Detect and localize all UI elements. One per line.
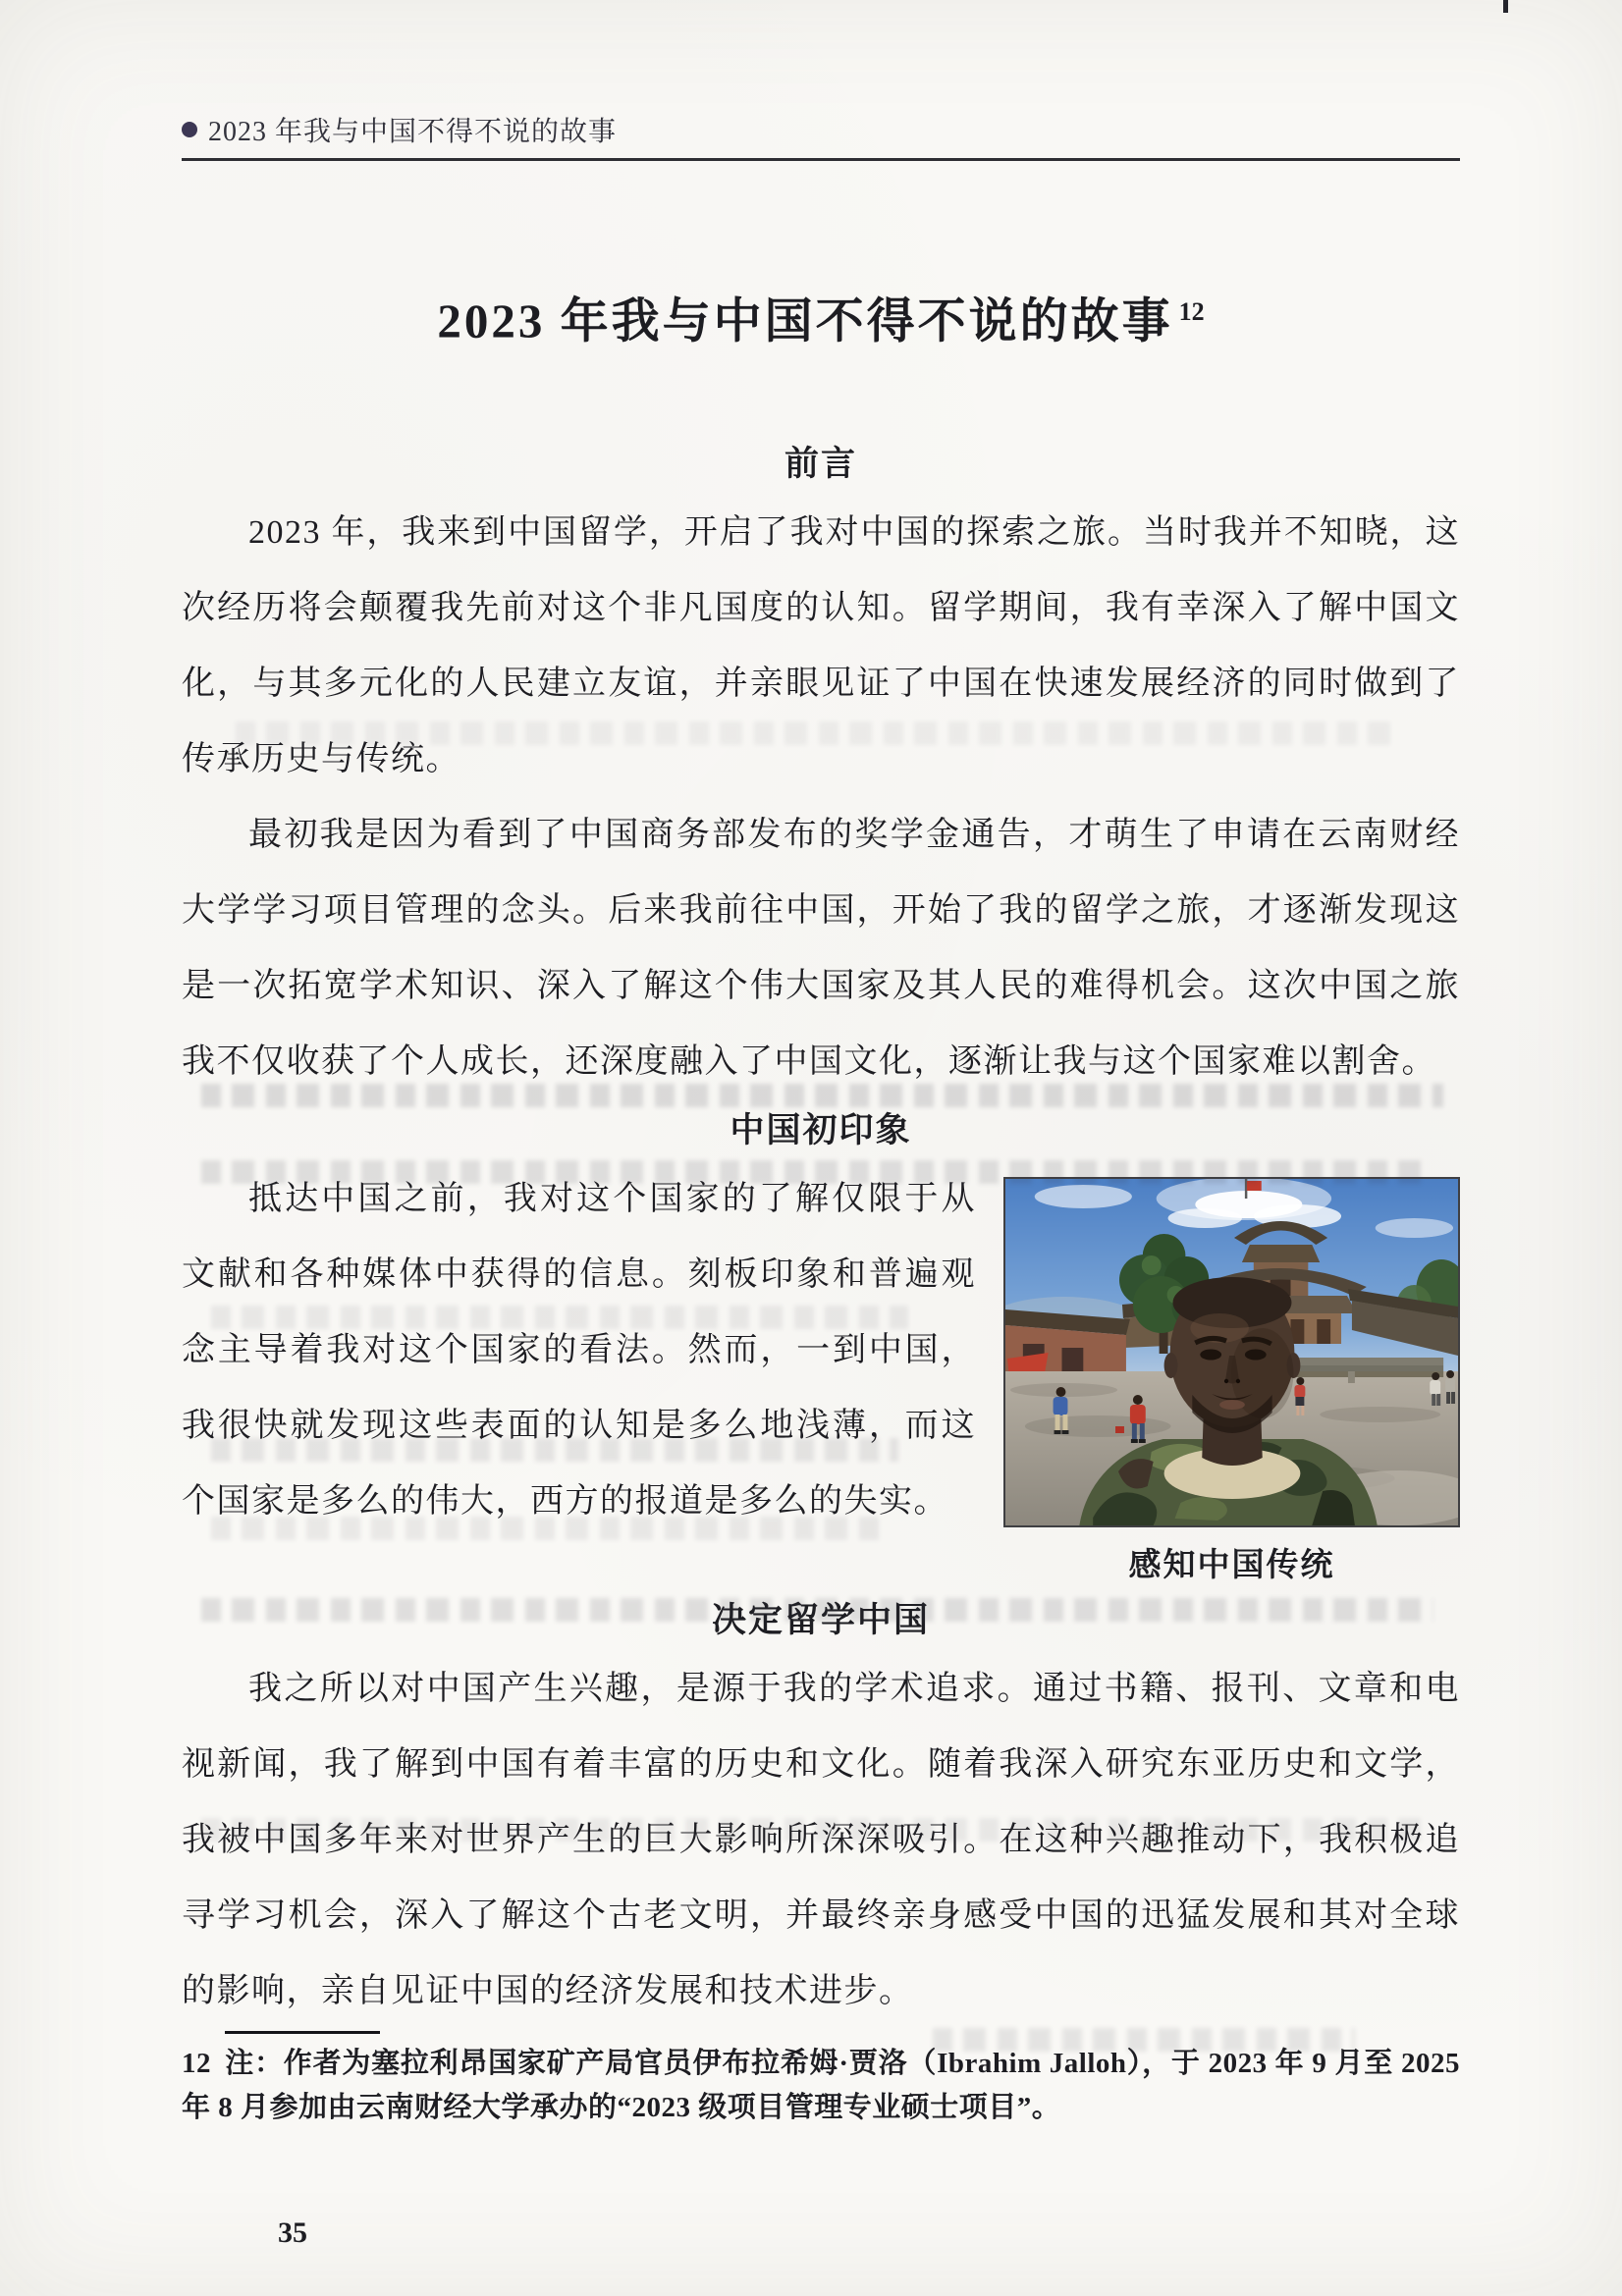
running-header-text: 2023 年我与中国不得不说的故事: [208, 117, 618, 147]
footnote-text: [182, 2042, 1460, 2130]
footnote: [182, 2031, 1460, 2130]
article-title-text: 2023 年我与中国不得不说的故事: [437, 294, 1173, 348]
header-rule: [182, 158, 1460, 161]
page-number: 35: [278, 2216, 307, 2249]
running-header: [182, 0, 1460, 149]
temple-selfie-illustration: [1005, 1179, 1458, 1525]
section-heading-decision: 决定留学中国: [711, 1601, 930, 1640]
section-first-impressions: [182, 1161, 1460, 1589]
temple-selfie-photo: [1003, 1177, 1460, 1527]
paragraph: 最初我是因为看到了中国商务部发布的奖学金通告，才萌生了申请在云南财经大学学习项目管理的念头。后来我前往中国，开始了我的留学之旅，才逐渐发现这是一次拓宽学术知识、深入了解这个伟大国家及其人民的难得机会。这次中国之旅我不仅收获了个人成长，还深度融入了中国文化，逐渐让我与这个国家难以割舍。: [182, 817, 1460, 1081]
section-heading-preface: 前言: [784, 445, 857, 484]
article-title: [182, 282, 1460, 350]
title-footnote-ref: 12: [1178, 297, 1205, 326]
figure-caption: 感知中国传统: [1128, 1548, 1335, 1584]
scan-artifact-corner: [1503, 0, 1508, 13]
footnote-divider: [225, 2031, 380, 2034]
section-heading-first-impressions: 中国初印象: [730, 1111, 912, 1150]
footnote-body: 注：作者为塞拉利昂国家矿产局官员伊布拉希姆·贾洛（Ibrahim Jalloh），于 2023 年 9 月至 2025 年 8 月参加由云南财经大学承办的“2023 级项目管理专业硕士项目”。: [182, 2048, 1460, 2124]
footnote-marker: 12: [182, 2048, 211, 2080]
paragraph: 我之所以对中国产生兴趣，是源于我的学术追求。通过书籍、报刊、文章和电视新闻，我了解到中国有着丰富的历史和文化。随着我深入研究东亚历史和文学，我被中国多年来对世界产生的巨大影响所深深吸引。在这种兴趣推动下，我积极追寻学习机会，深入了解这个古老文明，并最终亲身感受中国的迅猛发展和其对全球的影响，亲自见证中国的经济发展和技术进步。: [182, 1671, 1460, 2010]
paragraph: 2023 年，我来到中国留学，开启了我对中国的探索之旅。当时我并不知晓，这次经历将会颠覆我先前对这个非凡国度的认知。留学期间，我有幸深入了解中国文化，与其多元化的人民建立友谊，并亲眼见证了中国在快速发展经济的同时做到了传承历史与传统。: [182, 514, 1460, 778]
figure-photo: [1003, 1177, 1460, 1585]
bullet-icon: [182, 122, 197, 137]
paragraph: 抵达中国之前，我对这个国家的了解仅限于从文献和各种媒体中获得的信息。刻板印象和普遍观念主导着我对这个国家的看法。然而，一到中国，我很快就发现这些表面的认知是多么地浅薄，而这个国家是多么的伟大，西方的报道是多么的失实。: [182, 1181, 976, 1521]
